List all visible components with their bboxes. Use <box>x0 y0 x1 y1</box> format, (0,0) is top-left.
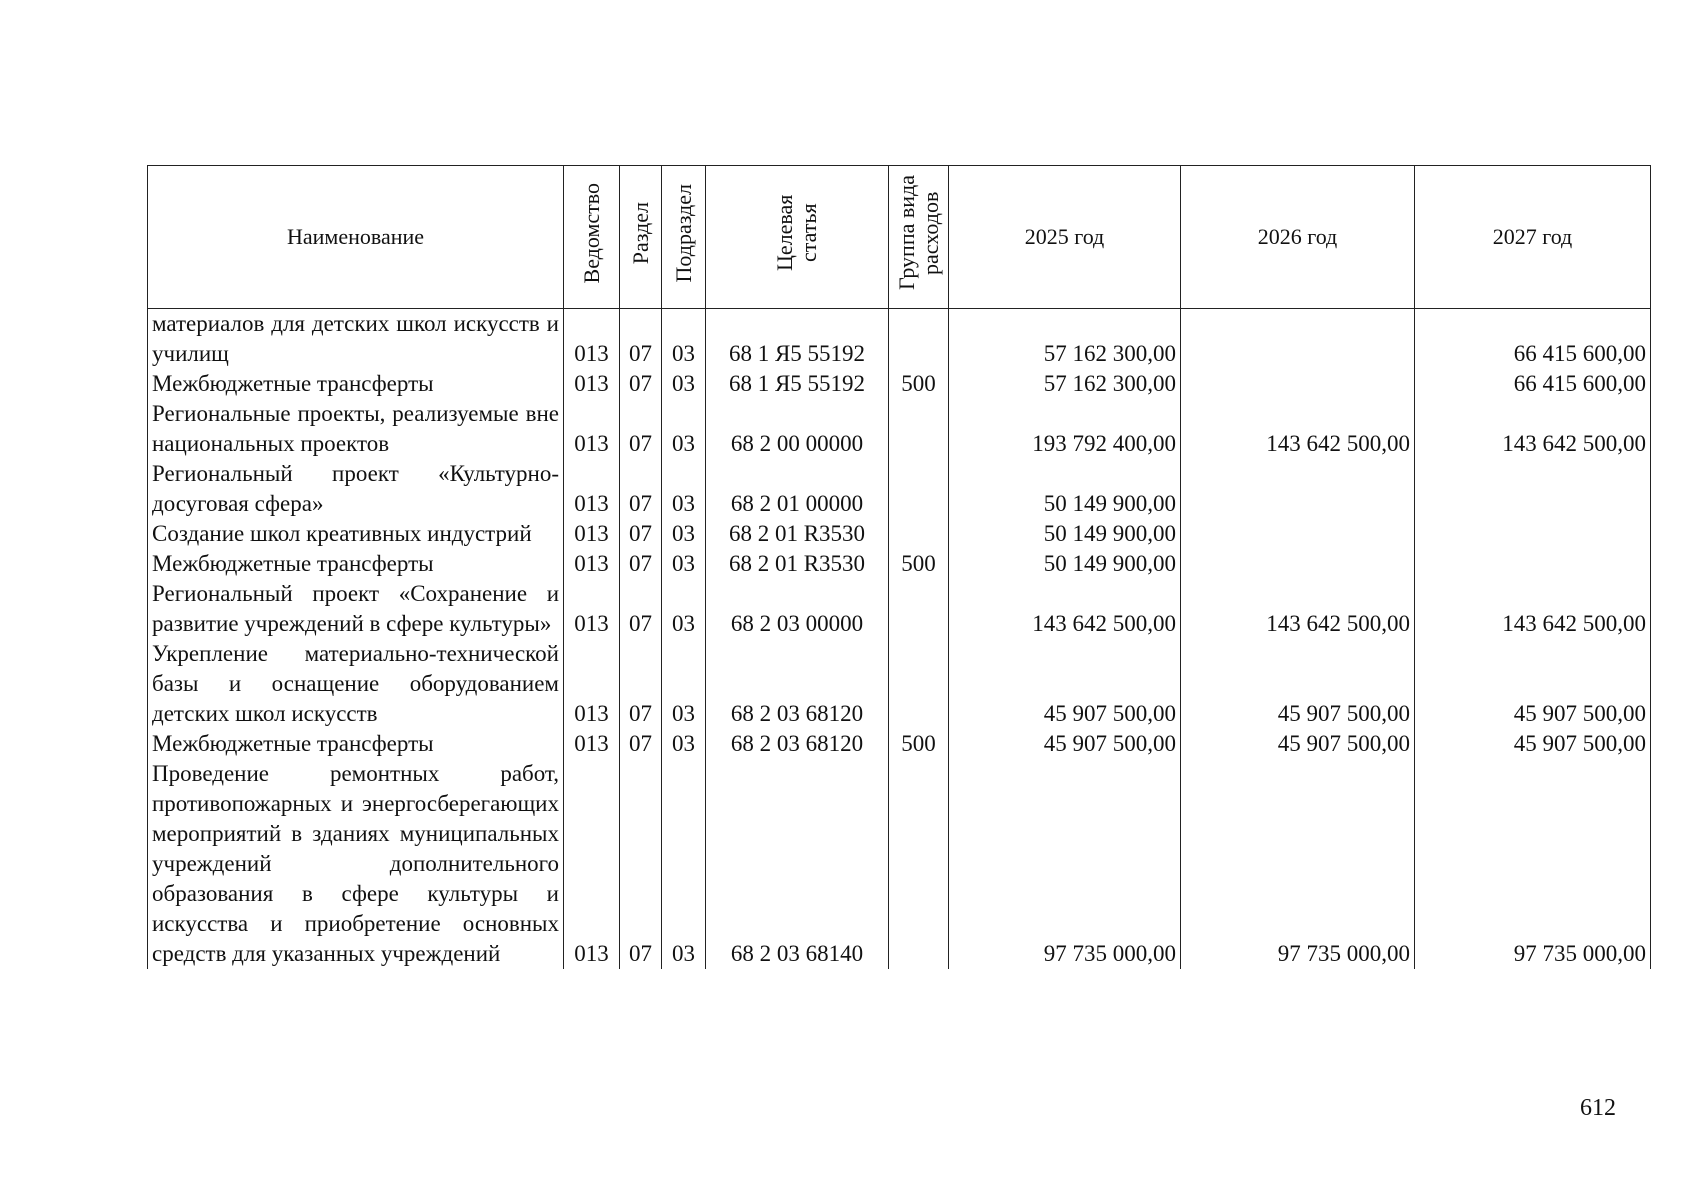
header-target-article: Целевая статья <box>706 166 889 309</box>
cell-section: 07 <box>620 459 662 519</box>
cell-year-2025: 50 149 900,00 <box>949 459 1181 519</box>
cell-year-2027 <box>1415 549 1651 579</box>
cell-expense-group: 500 <box>889 369 949 399</box>
header-subsection: Подраздел <box>662 166 706 309</box>
cell-subsection: 03 <box>662 549 706 579</box>
cell-name: Межбюджетные трансферты <box>148 549 564 579</box>
cell-year-2026 <box>1181 549 1415 579</box>
cell-year-2025: 143 642 500,00 <box>949 579 1181 639</box>
cell-department: 013 <box>564 369 620 399</box>
cell-expense-group: 500 <box>889 729 949 759</box>
cell-year-2027 <box>1415 459 1651 519</box>
cell-subsection: 03 <box>662 729 706 759</box>
page-number: 612 <box>1580 1095 1616 1121</box>
cell-year-2027 <box>1415 519 1651 549</box>
header-year-2025: 2025 год <box>949 166 1181 309</box>
cell-department: 013 <box>564 519 620 549</box>
cell-year-2025: 50 149 900,00 <box>949 549 1181 579</box>
table-row <box>148 759 1651 969</box>
cell-year-2025: 97 735 000,00 <box>949 759 1181 969</box>
cell-name: Межбюджетные трансферты <box>148 729 564 759</box>
cell-department: 013 <box>564 639 620 729</box>
cell-expense-group <box>889 309 949 370</box>
cell-year-2025: 57 162 300,00 <box>949 369 1181 399</box>
cell-year-2025: 45 907 500,00 <box>949 639 1181 729</box>
cell-expense-group <box>889 579 949 639</box>
cell-name: Укрепление материально-технической базы и оснащение оборудованием детских школ искусств <box>148 639 564 729</box>
cell-year-2026: 143 642 500,00 <box>1181 579 1415 639</box>
table-row <box>148 369 1651 399</box>
cell-name: материалов для детских школ искусств и училищ <box>148 309 564 370</box>
cell-subsection: 03 <box>662 459 706 519</box>
cell-target-article: 68 2 01 R3530 <box>706 549 889 579</box>
cell-subsection: 03 <box>662 579 706 639</box>
table-row <box>148 399 1651 459</box>
cell-year-2026: 97 735 000,00 <box>1181 759 1415 969</box>
cell-name: Проведение ремонтных работ, противопожарных и энергосберегающих мероприятий в зданиях муниципальных учреждений дополнительного образования в сфере культуры и искусства и приобретение основных средств для указанных учреждений <box>148 759 564 969</box>
cell-expense-group <box>889 459 949 519</box>
cell-year-2025: 57 162 300,00 <box>949 309 1181 370</box>
cell-subsection: 03 <box>662 639 706 729</box>
header-year-2026: 2026 год <box>1181 166 1415 309</box>
cell-section: 07 <box>620 399 662 459</box>
cell-section: 07 <box>620 549 662 579</box>
cell-name: Межбюджетные трансферты <box>148 369 564 399</box>
table-header-row <box>148 166 1651 309</box>
cell-year-2027: 97 735 000,00 <box>1415 759 1651 969</box>
cell-subsection: 03 <box>662 399 706 459</box>
cell-name: Региональный проект «Культурно-досуговая сфера» <box>148 459 564 519</box>
cell-target-article: 68 2 03 68120 <box>706 729 889 759</box>
header-expense-group: Группа вида расходов <box>889 166 949 309</box>
cell-year-2027: 45 907 500,00 <box>1415 729 1651 759</box>
header-name: Наименование <box>148 166 564 309</box>
cell-department: 013 <box>564 549 620 579</box>
budget-table <box>147 165 1651 969</box>
cell-section: 07 <box>620 729 662 759</box>
cell-section: 07 <box>620 579 662 639</box>
cell-department: 013 <box>564 579 620 639</box>
cell-year-2025: 193 792 400,00 <box>949 399 1181 459</box>
table-row <box>148 549 1651 579</box>
table-row <box>148 639 1651 729</box>
cell-expense-group <box>889 759 949 969</box>
cell-year-2026 <box>1181 309 1415 370</box>
cell-section: 07 <box>620 309 662 370</box>
cell-year-2025: 50 149 900,00 <box>949 519 1181 549</box>
cell-target-article: 68 1 Я5 55192 <box>706 309 889 370</box>
cell-year-2026: 45 907 500,00 <box>1181 729 1415 759</box>
cell-subsection: 03 <box>662 759 706 969</box>
cell-year-2026: 143 642 500,00 <box>1181 399 1415 459</box>
cell-year-2027: 143 642 500,00 <box>1415 579 1651 639</box>
cell-subsection: 03 <box>662 519 706 549</box>
cell-department: 013 <box>564 459 620 519</box>
cell-year-2026: 45 907 500,00 <box>1181 639 1415 729</box>
cell-section: 07 <box>620 519 662 549</box>
cell-expense-group <box>889 399 949 459</box>
cell-expense-group: 500 <box>889 549 949 579</box>
cell-subsection: 03 <box>662 309 706 370</box>
cell-year-2025: 45 907 500,00 <box>949 729 1181 759</box>
cell-target-article: 68 2 03 68120 <box>706 639 889 729</box>
cell-year-2026 <box>1181 459 1415 519</box>
cell-year-2026 <box>1181 369 1415 399</box>
cell-year-2027: 66 415 600,00 <box>1415 369 1651 399</box>
cell-section: 07 <box>620 369 662 399</box>
table-body <box>148 309 1651 970</box>
table-row <box>148 519 1651 549</box>
cell-name: Создание школ креативных индустрий <box>148 519 564 549</box>
cell-expense-group <box>889 519 949 549</box>
cell-year-2027: 66 415 600,00 <box>1415 309 1651 370</box>
cell-year-2027: 143 642 500,00 <box>1415 399 1651 459</box>
table-row <box>148 579 1651 639</box>
header-department: Ведомство <box>564 166 620 309</box>
cell-target-article: 68 2 00 00000 <box>706 399 889 459</box>
cell-year-2027: 45 907 500,00 <box>1415 639 1651 729</box>
table-row <box>148 459 1651 519</box>
cell-department: 013 <box>564 759 620 969</box>
cell-target-article: 68 2 01 R3530 <box>706 519 889 549</box>
cell-department: 013 <box>564 309 620 370</box>
cell-target-article: 68 2 03 00000 <box>706 579 889 639</box>
cell-name: Региональные проекты, реализуемые вне национальных проектов <box>148 399 564 459</box>
cell-section: 07 <box>620 759 662 969</box>
header-year-2027: 2027 год <box>1415 166 1651 309</box>
cell-department: 013 <box>564 729 620 759</box>
cell-section: 07 <box>620 639 662 729</box>
cell-target-article: 68 2 01 00000 <box>706 459 889 519</box>
cell-target-article: 68 2 03 68140 <box>706 759 889 969</box>
cell-target-article: 68 1 Я5 55192 <box>706 369 889 399</box>
header-section: Раздел <box>620 166 662 309</box>
cell-subsection: 03 <box>662 369 706 399</box>
cell-department: 013 <box>564 399 620 459</box>
cell-name: Региональный проект «Сохранение и развитие учреждений в сфере культуры» <box>148 579 564 639</box>
table-row <box>148 729 1651 759</box>
cell-year-2026 <box>1181 519 1415 549</box>
cell-expense-group <box>889 639 949 729</box>
table-row <box>148 309 1651 370</box>
